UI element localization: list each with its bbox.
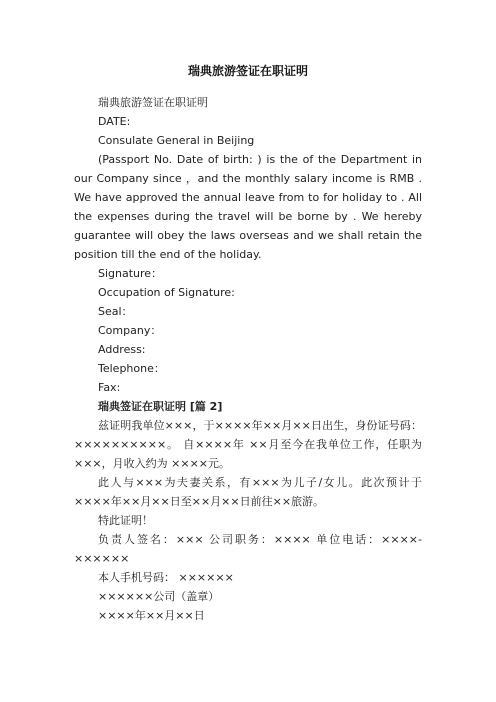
date-line: DATE:: [98, 115, 131, 128]
chinese-paragraph-1: 兹证明我单位×××，于××××年××月××日出生，身份证号码：××××××××××。 自××××年 ××月至今在我单位工作，任职为×××，月收入约为 ××××元。: [74, 419, 422, 470]
document-title: 瑞典旅游签证在职证明: [187, 64, 308, 78]
consulate-line: Consulate General in Beijing: [98, 134, 255, 147]
company-line: Company：: [98, 324, 162, 337]
company-seal-line: ××××××公司（盖章）: [98, 590, 220, 603]
chinese-paragraph-2: 此人与×××为夫妻关系，有×××为儿子/女儿。此次预计于××××年××月××日至××月××日前往××旅游。: [74, 476, 422, 508]
chinese-paragraph-3: 负责人签名：××× 公司职务：×××× 单位电话：××××-××××××: [74, 533, 422, 565]
fax-line: Fax:: [98, 381, 121, 394]
closing-date-line: ××××年××月××日: [98, 609, 205, 622]
seal-line: Seal：: [98, 305, 133, 318]
conclusion-line: 特此证明！: [98, 514, 153, 527]
telephone-line: Telephone：: [98, 362, 165, 375]
address-line: Address:: [98, 343, 146, 356]
signature-line: Signature：: [98, 267, 163, 280]
occupation-line: Occupation of Signature:: [98, 286, 235, 299]
section-heading: 瑞典签证在职证明 [篇 2]: [98, 400, 223, 413]
english-body-paragraph: (Passport No. Date of birth: ) is the of the Department in our Company since ，and the monthly salary income is RMB . We have approved the annual leave from to for holiday to . All the expenses during the travel will be borne by . We hereby guarantee will obey the laws overseas and we shall retain the position till the end of the holiday.: [74, 153, 422, 261]
part1-subtitle: 瑞典旅游签证在职证明: [98, 96, 208, 109]
mobile-line: 本人手机号码： ××××××: [98, 571, 234, 584]
